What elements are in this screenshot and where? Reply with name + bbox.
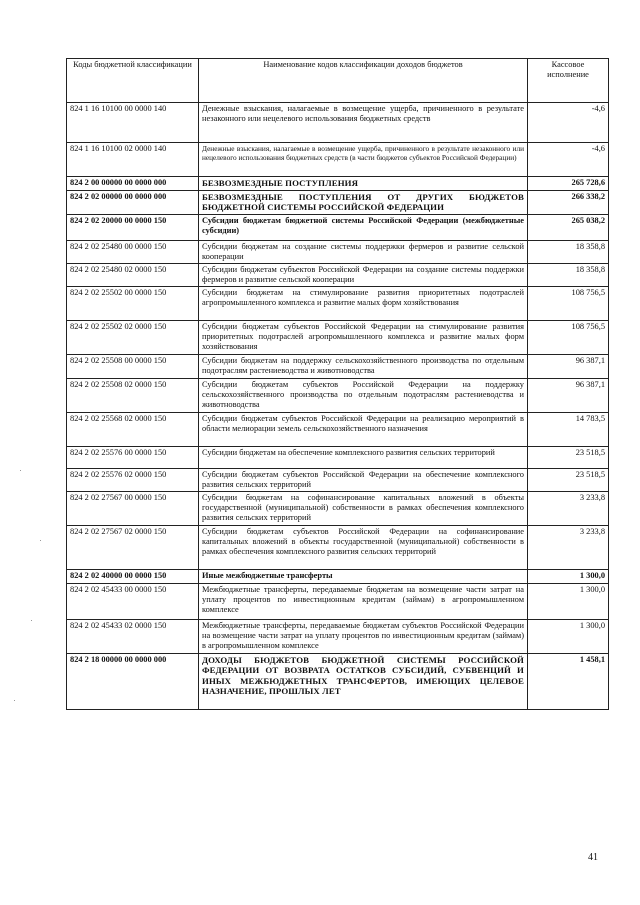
cash-execution-amount: 3 233,8	[528, 525, 609, 569]
cash-execution-amount: 265 038,2	[528, 214, 609, 240]
table-row	[67, 446, 609, 468]
table-header-row	[67, 59, 609, 103]
cash-execution-amount: 23 518,5	[528, 446, 609, 468]
classification-code: 824 1 16 10100 00 0000 140	[67, 103, 199, 143]
table-row	[67, 525, 609, 569]
classification-code: 824 2 02 25502 00 0000 150	[67, 286, 199, 320]
scan-speck	[14, 700, 15, 701]
table-row	[67, 177, 609, 191]
cash-execution-amount: 1 458,1	[528, 653, 609, 709]
revenue-name: Межбюджетные трансферты, передаваемые бюджетам субъектов Российской Федерации на возмещение части затрат на уплату процентов по инвестиционным кредитам (займам) в агропромышленном комплексе	[199, 619, 528, 653]
revenue-name: Денежные взыскания, налагаемые в возмещение ущерба, причиненного в результате незаконного или нецелевого использования бюджетных средств	[199, 103, 528, 143]
cash-execution-amount: 14 783,5	[528, 412, 609, 446]
revenue-name: Субсидии бюджетам на обеспечение комплексного развития сельских территорий	[199, 446, 528, 468]
classification-code: 824 2 02 27567 02 0000 150	[67, 525, 199, 569]
cash-execution-amount: 108 756,5	[528, 320, 609, 354]
cash-execution-amount: 96 387,1	[528, 354, 609, 378]
revenue-name: Субсидии бюджетам на софинансирование капитальных вложений в объекты государственной (муниципальной) собственности в рамках обеспечения комплексного развития сельских территорий	[199, 491, 528, 525]
table-row	[67, 619, 609, 653]
classification-code: 824 2 18 00000 00 0000 000	[67, 653, 199, 709]
classification-code: 824 2 02 27567 00 0000 150	[67, 491, 199, 525]
table-row	[67, 240, 609, 263]
revenue-name: Субсидии бюджетам бюджетной системы Российской Федерации (межбюджетные субсидии)	[199, 214, 528, 240]
header-name: Наименование кодов классификации доходов бюджетов	[199, 59, 528, 103]
table-row	[67, 320, 609, 354]
cash-execution-amount: 96 387,1	[528, 378, 609, 412]
revenue-name: Субсидии бюджетам субъектов Российской Федерации на создание системы поддержки фермеров и развитие сельской кооперации	[199, 263, 528, 286]
cash-execution-amount: 18 358,8	[528, 240, 609, 263]
table-row	[67, 653, 609, 709]
table-row	[67, 354, 609, 378]
classification-code: 824 2 00 00000 00 0000 000	[67, 177, 199, 191]
table-row	[67, 583, 609, 619]
revenue-name: Субсидии бюджетам субъектов Российской Федерации на поддержку сельскохозяйственного производства по отдельным подотраслям растениеводства и животноводства	[199, 378, 528, 412]
revenue-name: Субсидии бюджетам на стимулирование развития приоритетных подотраслей агропромышленного комплекса и развитие малых форм хозяйствования	[199, 286, 528, 320]
revenue-name: Межбюджетные трансферты, передаваемые бюджетам на возмещение части затрат на уплату процентов по инвестиционным кредитам (займам) в агропромышленном комплексе	[199, 583, 528, 619]
page-number: 41	[588, 852, 598, 863]
cash-execution-amount: 108 756,5	[528, 286, 609, 320]
revenue-name: Субсидии бюджетам субъектов Российской Федерации на стимулирование развития приоритетных подотраслей агропромышленного комплекса и развитие малых форм хозяйствования	[199, 320, 528, 354]
classification-code: 824 2 02 00000 00 0000 000	[67, 190, 199, 214]
revenue-name: ДОХОДЫ БЮДЖЕТОВ БЮДЖЕТНОЙ СИСТЕМЫ РОССИЙСКОЙ ФЕДЕРАЦИИ ОТ ВОЗВРАТА ОСТАТКОВ СУБСИДИЙ, СУБВЕНЦИЙ И ИНЫХ МЕЖБЮДЖЕТНЫХ ТРАНСФЕРТОВ, ИМЕЮЩИХ ЦЕЛЕВОЕ НАЗНАЧЕНИЕ, ПРОШЛЫХ ЛЕТ	[199, 653, 528, 709]
classification-code: 824 2 02 25568 02 0000 150	[67, 412, 199, 446]
scan-speck	[31, 620, 32, 621]
cash-execution-amount: 1 300,0	[528, 583, 609, 619]
revenue-name: Денежные взыскания, налагаемые в возмещение ущерба, причиненного в результате незаконного или нецелевого использования бюджетных средств (в части бюджетов субъектов Российской Федерации)	[199, 143, 528, 177]
revenue-name: Субсидии бюджетам на создание системы поддержки фермеров и развитие сельской кооперации	[199, 240, 528, 263]
table-row	[67, 214, 609, 240]
classification-code: 824 2 02 40000 00 0000 150	[67, 569, 199, 583]
classification-code: 824 1 16 10100 02 0000 140	[67, 143, 199, 177]
scan-speck	[20, 470, 21, 471]
classification-code: 824 2 02 45433 02 0000 150	[67, 619, 199, 653]
revenue-name: БЕЗВОЗМЕЗДНЫЕ ПОСТУПЛЕНИЯ ОТ ДРУГИХ БЮДЖЕТОВ БЮДЖЕТНОЙ СИСТЕМЫ РОССИЙСКОЙ ФЕДЕРАЦИИ	[199, 190, 528, 214]
revenue-name: Субсидии бюджетам субъектов Российской Федерации на реализацию мероприятий в области мелиорации земель сельскохозяйственного назначения	[199, 412, 528, 446]
classification-code: 824 2 02 25480 02 0000 150	[67, 263, 199, 286]
revenue-name: Иные межбюджетные трансферты	[199, 569, 528, 583]
table-body	[67, 103, 609, 710]
classification-code: 824 2 02 25480 00 0000 150	[67, 240, 199, 263]
table-row	[67, 378, 609, 412]
classification-code: 824 2 02 25576 02 0000 150	[67, 468, 199, 491]
revenue-name: Субсидии бюджетам субъектов Российской Федерации на софинансирование капитальных вложений в объекты государственной (муниципальной) собственности в рамках обеспечения комплексного развития сельских территорий	[199, 525, 528, 569]
cash-execution-amount: -4,6	[528, 143, 609, 177]
revenue-name: БЕЗВОЗМЕЗДНЫЕ ПОСТУПЛЕНИЯ	[199, 177, 528, 191]
cash-execution-amount: 1 300,0	[528, 619, 609, 653]
table-row	[67, 286, 609, 320]
classification-code: 824 2 02 25502 02 0000 150	[67, 320, 199, 354]
classification-code: 824 2 02 25508 02 0000 150	[67, 378, 199, 412]
table-row	[67, 263, 609, 286]
classification-code: 824 2 02 20000 00 0000 150	[67, 214, 199, 240]
table-row	[67, 143, 609, 177]
cash-execution-amount: -4,6	[528, 103, 609, 143]
table-row	[67, 468, 609, 491]
cash-execution-amount: 266 338,2	[528, 190, 609, 214]
table-row	[67, 190, 609, 214]
cash-execution-amount: 18 358,8	[528, 263, 609, 286]
header-amount: Кассовое исполнение	[528, 59, 609, 103]
cash-execution-amount: 3 233,8	[528, 491, 609, 525]
scan-speck	[40, 540, 41, 541]
revenue-name: Субсидии бюджетам субъектов Российской Федерации на обеспечение комплексного развития сельских территорий	[199, 468, 528, 491]
header-codes: Коды бюджетной классификации	[67, 59, 199, 103]
table-row	[67, 491, 609, 525]
classification-code: 824 2 02 25508 00 0000 150	[67, 354, 199, 378]
cash-execution-amount: 23 518,5	[528, 468, 609, 491]
classification-code: 824 2 02 25576 00 0000 150	[67, 446, 199, 468]
table-row	[67, 103, 609, 143]
table-row	[67, 412, 609, 446]
revenue-table	[66, 58, 609, 710]
classification-code: 824 2 02 45433 00 0000 150	[67, 583, 199, 619]
cash-execution-amount: 1 300,0	[528, 569, 609, 583]
cash-execution-amount: 265 728,6	[528, 177, 609, 191]
revenue-name: Субсидии бюджетам на поддержку сельскохозяйственного производства по отдельным подотраслям растениеводства и животноводства	[199, 354, 528, 378]
table-row	[67, 569, 609, 583]
